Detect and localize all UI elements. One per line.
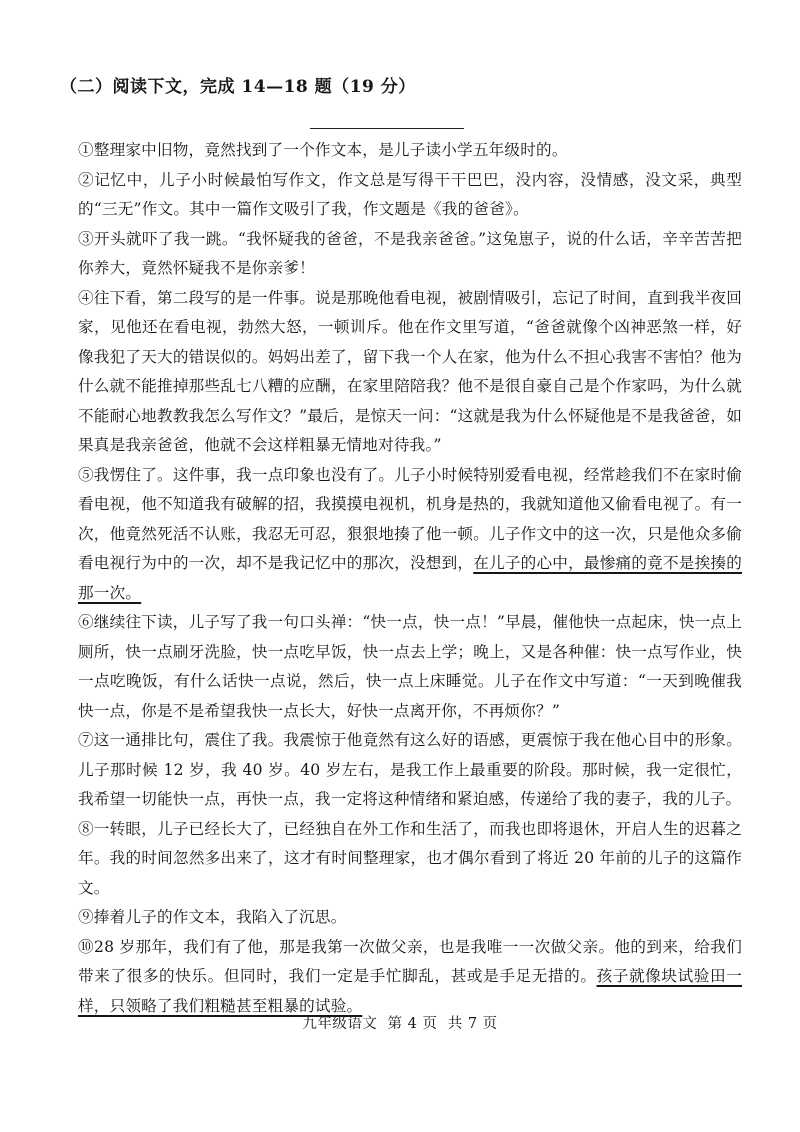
paragraph-10 xyxy=(78,933,742,1022)
paragraph-text: ②记忆中，儿子小时候最怕写作文，作文总是写得干干巴巴，没内容，没情感，没文采，典型的“三无”作文。其中一篇作文吸引了我，作文题是《我的爸爸》。 xyxy=(78,170,742,218)
paragraph-text: ①整理家中旧物，竟然找到了一个作文本，是儿子读小学五年级时的。 xyxy=(78,141,568,159)
paragraph-6 xyxy=(78,608,742,726)
paragraph-text: ⑦这一通排比句，震住了我。我震惊于他竟然有这么好的语感，更震惊于我在他心目中的形象。儿子那时候 12 岁，我 40 岁。40 岁左右，是我工作上最重要的阶段。那时候，我一定很忙，我希望一切能快一点，再快一点，我一定将这种情绪和紧迫感，传递给了我的妻子，我的儿子。 xyxy=(78,731,742,808)
underlined-sentence: 在儿子的心中，最惨痛的竟不是挨揍的那一次。 xyxy=(78,554,742,602)
paragraph-7 xyxy=(78,726,742,815)
underlined-sentence: 孩子就像块试验田一样，只领略了我们粗糙甚至粗暴的试验。 xyxy=(78,967,742,1015)
article-body xyxy=(78,136,742,1021)
section-title: （二）阅读下文，完成 14—18 题（19 分） xyxy=(60,77,416,97)
title-blank-line xyxy=(310,128,464,129)
paragraph-text: ⑨捧着儿子的作文本，我陷入了沉思。 xyxy=(78,908,347,926)
paragraph-1 xyxy=(78,136,742,166)
paragraph-4 xyxy=(78,284,742,461)
paragraph-9 xyxy=(78,903,742,933)
paragraph-text: ⑤我愣住了。这件事，我一点印象也没有了。儿子小时候特别爱看电视，经常趁我们不在家时偷看电视，他不知道我有破解的招，我摸摸电视机，机身是热的，我就知道他又偷看电视了。有一次，他竟然死活不认账，我忍无可忍，狠狠地揍了他一顿。儿子作文中的这一次，只是他众多偷看电视行为中的一次，却不是我记忆中的那次，没想到， xyxy=(78,465,742,572)
paragraph-8 xyxy=(78,815,742,904)
page-number-info: 九年级语文 第 4 页 共 7 页 xyxy=(302,1016,498,1032)
paragraph-text: ⑥继续往下读，儿子写了我一句口头禅：“快一点，快一点！”早晨，催他快一点起床，快一点上厕所，快一点刷牙洗脸，快一点吃早饭，快一点去上学；晚上，又是各种催：快一点写作业，快一点吃晚饭，有什么话快一点说，然后，快一点上床睡觉。儿子在作文中写道：“一天到晚催我快一点，你是不是希望我快一点长大，好快一点离开你，不再烦你？” xyxy=(78,613,742,720)
paragraph-text: ⑩28 岁那年，我们有了他，那是我第一次做父亲，也是我唯一一次做父亲。他的到来，给我们带来了很多的快乐。但同时，我们一定是手忙脚乱，甚或是手足无措的。 xyxy=(78,937,742,985)
paragraph-5 xyxy=(78,461,742,609)
paragraph-text: ⑧一转眼，儿子已经长大了，已经独自在外工作和生活了，而我也即将退休，开启人生的迟暮之年。我的时间忽然多出来了，这才有时间整理家，也才偶尔看到了将近 20 年前的儿子的这篇作文。 xyxy=(78,819,742,897)
page-footer xyxy=(0,1012,800,1033)
paragraph-text: ④往下看，第二段写的是一件事。说是那晚他看电视，被剧情吸引，忘记了时间，直到我半夜回家，见他还在看电视，勃然大怒，一顿训斥。他在作文里写道，“爸爸就像个凶神恶煞一样，好像我犯了天大的错误似的。妈妈出差了，留下我一个人在家，他为什么不担心我害不害怕？他为什么就不能推掉那些乱七八糟的应酬，在家里陪陪我？他不是很自豪自己是个作家吗，为什么就不能耐心地教教我怎么写作文？”最后，是惊天一问：“这就是我为什么怀疑他是不是我爸爸，如果真是我亲爸爸，他就不会这样粗暴无情地对待我。” xyxy=(78,288,742,454)
paragraph-text: ③开头就吓了我一跳。“我怀疑我的爸爸，不是我亲爸爸。”这兔崽子，说的什么话，辛辛苦苦把你养大，竟然怀疑我不是你亲爹！ xyxy=(78,229,742,277)
paragraph-2 xyxy=(78,166,742,225)
paragraph-3 xyxy=(78,225,742,284)
